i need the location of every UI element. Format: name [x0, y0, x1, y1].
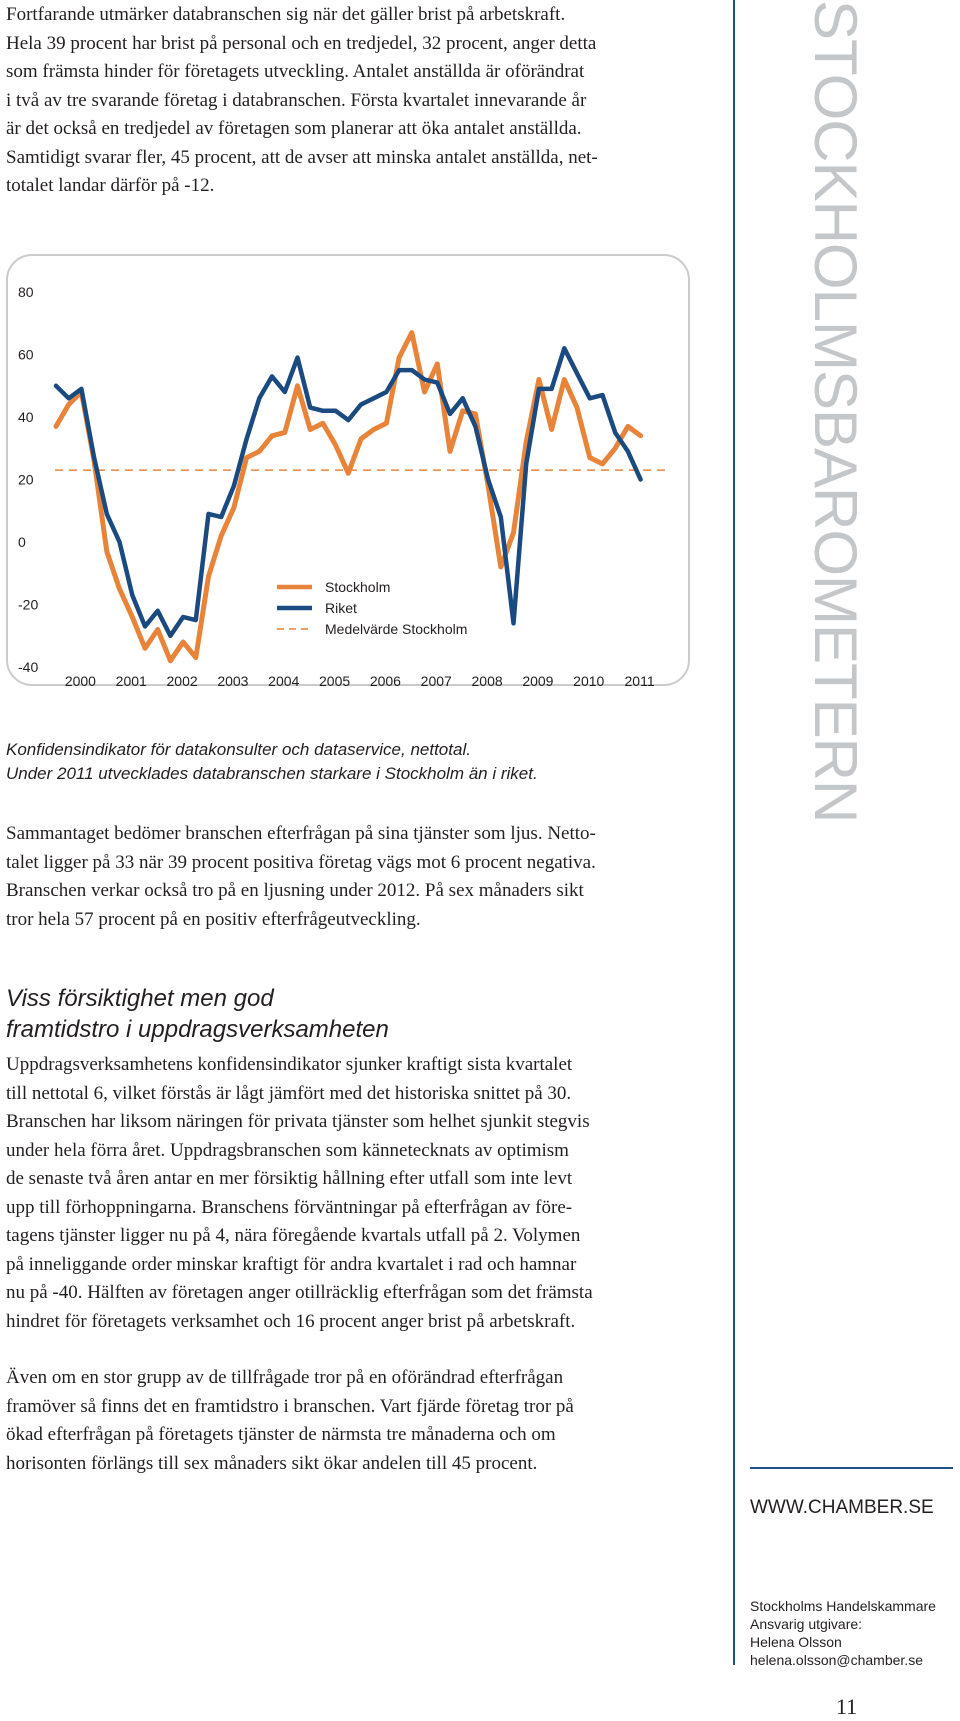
x-tick-label: 2001	[115, 673, 147, 689]
y-tick-label: 40	[18, 409, 34, 425]
text-line: på inneliggande order minskar kraftigt för andra kvartalet i rad och hamnar	[6, 1253, 577, 1275]
y-tick-label: 80	[18, 284, 34, 300]
x-tick-label: 2006	[369, 673, 401, 689]
heading-line: framtidstro i uppdragsverksamheten	[6, 1016, 389, 1043]
text-line: tror hela 57 procent på en positiv efterfrågeutveckling.	[6, 908, 421, 930]
paragraph-2	[6, 820, 706, 934]
text-line: Samtidigt svarar fler, 45 procent, att de avser att minska antalet anställda, net-	[6, 146, 598, 168]
page-number: 11	[836, 1694, 858, 1719]
paragraph-3	[6, 1051, 706, 1336]
text-line: Branschen har liksom näringen för privata tjänster som helhet sjunkit stegvis	[6, 1111, 590, 1132]
text-line: de senaste två åren antar en mer försiktig hållning efter utfall som inte levt	[6, 1168, 573, 1189]
text-line: Fortfarande utmärker databranschen sig när det gäller brist på arbetskraft.	[6, 4, 566, 25]
x-tick-label: 2004	[268, 673, 300, 689]
text-line: som främsta hinder för företagets utveckling. Antalet anställda är oförändrat	[6, 61, 585, 82]
text-line: Uppdragsverksamhetens konfidensindikator sjunker kraftigt sista kvartalet	[6, 1054, 573, 1075]
legend-label: Medelvärde Stockholm	[325, 621, 468, 637]
y-tick-label: 0	[18, 534, 26, 550]
x-tick-label: 2008	[471, 673, 503, 689]
text-line: under hela förra året. Uppdragsbranschen som kännetecknats av optimism	[6, 1139, 569, 1161]
text-line: Sammantaget bedömer branschen efterfrågan på sina tjänster som ljus. Netto-	[6, 823, 596, 844]
text-line: är det också en tredjedel av företagen som planerar att öka antalet anställda.	[6, 118, 582, 139]
y-tick-label: -40	[18, 659, 39, 675]
x-tick-label: 2002	[166, 673, 198, 689]
legend-label: Stockholm	[325, 579, 391, 595]
text-line: ökad efterfrågan på företagets tjänster de närmsta tre månaderna och om	[6, 1424, 556, 1445]
y-tick-label: 20	[18, 471, 34, 488]
section-heading	[6, 983, 706, 1045]
caption-line: Under 2011 utvecklades databranschen starkare i Stockholm än i riket.	[6, 764, 538, 783]
x-tick-label: 2007	[420, 673, 452, 689]
legend-label: Riket	[325, 600, 357, 616]
x-tick-label: 2010	[573, 673, 605, 689]
chart-caption	[6, 738, 706, 786]
text-line: Branschen verkar också tro på en ljusning under 2012. På sex månaders sikt	[6, 880, 584, 901]
text-line: Även om en stor grupp av de tillfrågade tror på en oförändrad efterfrågan	[6, 1367, 564, 1388]
x-tick-label: 2005	[319, 673, 351, 689]
text-line: i två av tre svarande företag i databranschen. Första kvartalet innevarande år	[6, 89, 587, 111]
text-line: hindret för företagets verksamhet och 16 procent anger brist på arbetskraft.	[6, 1310, 576, 1332]
text-line: till nettotal 6, vilket förstås är lågt jämfört med det historiska snittet på 30.	[6, 1082, 572, 1104]
publisher-role: Ansvarig utgivare:	[750, 1616, 863, 1632]
website-link[interactable]: WWW.CHAMBER.SE	[750, 1497, 934, 1518]
y-tick-label: 60	[18, 346, 34, 363]
text-line: upp till förhoppningarna. Branschens förväntningar på efterfrågan av före-	[6, 1196, 573, 1218]
footer-rule	[750, 1467, 953, 1469]
text-line: Hela 39 procent har brist på personal och en tredjedel, 32 procent, anger detta	[6, 32, 597, 54]
publisher-org: Stockholms Handelskammare	[750, 1598, 936, 1614]
text-line: totalet landar därför på -12.	[6, 175, 215, 196]
paragraph-4	[6, 1364, 706, 1478]
text-line: horisonten förlängs till sex månaders sikt ökar andelen till 45 procent.	[6, 1452, 538, 1474]
text-line: talet ligger på 33 när 39 procent positiva företag vägs mot 6 procent negativa.	[6, 851, 596, 873]
text-line: tagens tjänster ligger nu på 4, nära föregående kvartals utfall på 2. Volymen	[6, 1225, 581, 1246]
publisher-email[interactable]: helena.olsson@chamber.se	[750, 1652, 923, 1668]
heading-line: Viss försiktighet men god	[6, 985, 274, 1012]
publisher-name: Helena Olsson	[750, 1634, 842, 1650]
publication-title: STOCKHOLMSBAROMETERN	[802, 0, 869, 823]
caption-line: Konfidensindikator för datakonsulter och dataservice, nettotal.	[6, 740, 471, 759]
text-line: framöver så finns det en framtidstro i branschen. Vart fjärde företag tror på	[6, 1395, 574, 1417]
text-line: nu på -40. Hälften av företagen anger otillräcklig efterfrågan som det främsta	[6, 1282, 593, 1303]
publisher-info	[750, 1597, 936, 1669]
x-tick-label: 2011	[624, 673, 655, 689]
y-tick-label: -20	[18, 596, 39, 613]
x-tick-label: 2003	[217, 673, 249, 689]
sidebar-divider	[733, 0, 735, 1665]
x-tick-label: 2009	[522, 673, 554, 689]
x-tick-label: 2000	[64, 673, 96, 689]
